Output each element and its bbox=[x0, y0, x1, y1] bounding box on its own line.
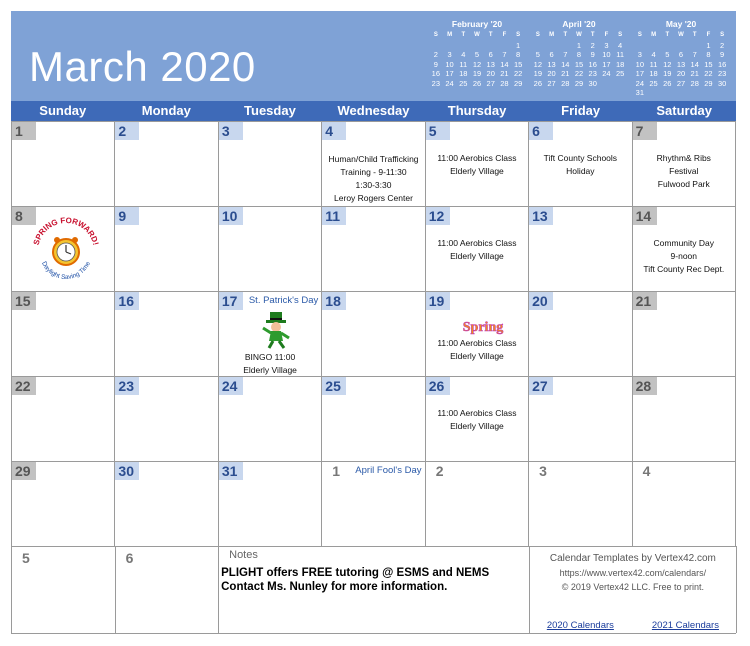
mini-day: 7 bbox=[502, 50, 507, 59]
day-cell bbox=[115, 292, 218, 377]
mini-day: 22 bbox=[574, 69, 584, 78]
credit-copyright: © 2019 Vertex42 LLC. Free to print. bbox=[561, 582, 704, 592]
day-number: 6 bbox=[125, 550, 134, 566]
mini-day: 31 bbox=[635, 88, 645, 97]
spring-forward-clock-icon bbox=[30, 217, 102, 286]
mini-day: 18 bbox=[615, 59, 625, 69]
mini-day: 1 bbox=[576, 40, 582, 50]
mini-day: 19 bbox=[472, 69, 482, 78]
weekday-thursday: Thursday bbox=[447, 103, 507, 118]
mini-day: 25 bbox=[459, 78, 468, 88]
mini-day: 9 bbox=[720, 50, 725, 59]
mini-dow-label: T bbox=[692, 32, 697, 38]
event-line: Elderly Village bbox=[243, 365, 297, 375]
mini-day: 6 bbox=[678, 50, 684, 59]
mini-day: 10 bbox=[635, 59, 645, 69]
mini-day: 28 bbox=[500, 78, 509, 88]
event-line: Tift County Rec Dept. bbox=[643, 264, 725, 274]
mini-day: 11 bbox=[459, 59, 468, 69]
weekday-wednesday: Wednesday bbox=[337, 103, 410, 118]
day-number: 18 bbox=[322, 292, 346, 310]
mini-day: 16 bbox=[588, 59, 597, 69]
credits-section bbox=[530, 546, 737, 633]
day-number: 13 bbox=[529, 207, 553, 225]
day-cell bbox=[529, 292, 632, 377]
leprechaun-icon bbox=[259, 310, 293, 355]
mini-day: 19 bbox=[663, 69, 672, 78]
mini-day: 4 bbox=[618, 40, 623, 50]
event-text bbox=[635, 152, 733, 191]
mini-day: 26 bbox=[533, 78, 543, 88]
day-number: 22 bbox=[12, 377, 36, 395]
mini-day: 30 bbox=[588, 78, 597, 88]
mini-day: 29 bbox=[513, 78, 523, 88]
day-cell bbox=[12, 292, 115, 377]
mini-day: 2 bbox=[433, 50, 438, 59]
mini-day: 27 bbox=[486, 78, 495, 88]
mini-day: 27 bbox=[547, 78, 556, 88]
day-cell bbox=[426, 122, 529, 207]
mini-dow-label: T bbox=[563, 32, 568, 38]
event-line: Fulwood Park bbox=[657, 179, 710, 189]
mini-day: 23 bbox=[588, 69, 597, 78]
mini-day: 8 bbox=[576, 50, 582, 59]
mini-calendar-title: April '20 bbox=[562, 19, 596, 29]
link-2021-calendars[interactable]: 2021 Calendars bbox=[651, 620, 719, 631]
mini-day: 11 bbox=[616, 50, 625, 59]
notes-label: Notes bbox=[229, 549, 258, 561]
day-number: 2 bbox=[115, 122, 139, 140]
day-cell bbox=[219, 122, 322, 207]
day-number: 5 bbox=[426, 122, 450, 140]
day-cell bbox=[12, 377, 115, 462]
mini-day: 18 bbox=[459, 69, 468, 78]
day-cell bbox=[529, 207, 632, 292]
mini-day: 12 bbox=[533, 59, 543, 69]
day-number: 9 bbox=[115, 207, 139, 225]
day-cell bbox=[12, 122, 115, 207]
mini-dow-label: W bbox=[474, 32, 480, 38]
day-cell bbox=[115, 207, 218, 292]
mini-dow-label: W bbox=[576, 32, 582, 38]
day-cell bbox=[322, 207, 425, 292]
event-line: Rhythm& Ribs bbox=[656, 153, 711, 163]
mini-day: 14 bbox=[690, 59, 699, 69]
mini-calendar-may bbox=[633, 19, 729, 98]
bottom-row bbox=[11, 546, 736, 634]
mini-dow-label: M bbox=[651, 32, 657, 38]
day-number: 3 bbox=[539, 463, 547, 479]
mini-day: 20 bbox=[676, 69, 686, 78]
day-number: 5 bbox=[22, 550, 30, 566]
mini-dow-label: W bbox=[678, 32, 684, 38]
mini-day: 10 bbox=[602, 50, 611, 59]
day-number: 4 bbox=[642, 463, 651, 479]
event-line: Community Day bbox=[653, 238, 715, 248]
event-text bbox=[324, 153, 422, 205]
day-cell bbox=[529, 377, 632, 462]
mini-dow-label: S bbox=[720, 32, 725, 38]
weekday-tuesday: Tuesday bbox=[244, 103, 296, 118]
event-line: Elderly Village bbox=[450, 351, 504, 361]
mini-dow-label: T bbox=[665, 32, 670, 38]
day-number: 31 bbox=[219, 462, 243, 480]
day-number: 28 bbox=[633, 377, 657, 395]
weekday-sunday: Sunday bbox=[39, 103, 87, 118]
day-number: 23 bbox=[115, 377, 139, 395]
mini-day: 3 bbox=[604, 40, 609, 50]
day-cell bbox=[116, 546, 220, 633]
spring-word-art-icon bbox=[453, 316, 513, 341]
mini-day: 14 bbox=[500, 59, 509, 69]
holiday-label: April Fool's Day bbox=[355, 465, 422, 476]
day-cell bbox=[426, 207, 529, 292]
mini-day bbox=[688, 41, 702, 51]
event-line: 11:00 Aerobics Class bbox=[437, 153, 517, 163]
mini-dow-label: F bbox=[706, 32, 711, 38]
event-line: 1:30-3:30 bbox=[355, 180, 392, 190]
mini-day: 13 bbox=[676, 59, 686, 69]
month-grid bbox=[11, 121, 736, 547]
mini-dow-label: F bbox=[604, 32, 609, 38]
event-line: Holiday bbox=[566, 166, 595, 176]
mini-dow-label: F bbox=[502, 32, 507, 38]
mini-day: 12 bbox=[663, 59, 672, 69]
day-number: 10 bbox=[219, 207, 243, 225]
mini-dow-label: S bbox=[637, 32, 642, 38]
mini-day: 3 bbox=[637, 50, 642, 59]
notes-section bbox=[219, 546, 530, 633]
mini-calendar-february bbox=[429, 19, 525, 88]
day-cell bbox=[12, 546, 116, 633]
day-cell bbox=[633, 377, 736, 462]
mini-day: 20 bbox=[486, 69, 495, 78]
day-number: 3 bbox=[219, 122, 243, 140]
day-cell bbox=[633, 292, 736, 377]
day-cell bbox=[219, 462, 322, 547]
day-number: 30 bbox=[115, 462, 139, 480]
mini-day: 28 bbox=[690, 78, 699, 88]
mini-day: 24 bbox=[602, 69, 611, 78]
event-line: 11:00 Aerobics Class bbox=[437, 408, 517, 418]
mini-dow-label: S bbox=[433, 32, 438, 38]
mini-day: 6 bbox=[488, 50, 493, 59]
mini-day: 7 bbox=[563, 50, 568, 59]
day-cell bbox=[12, 462, 115, 547]
mini-day: 21 bbox=[561, 69, 570, 78]
mini-day bbox=[558, 41, 572, 51]
mini-dow-label: T bbox=[590, 32, 595, 38]
mini-day bbox=[456, 41, 470, 51]
notes-text bbox=[221, 566, 489, 594]
event-text bbox=[428, 407, 526, 433]
day-cell bbox=[529, 122, 632, 207]
day-cell bbox=[219, 377, 322, 462]
mini-dow-label: S bbox=[516, 32, 521, 38]
mini-day: 6 bbox=[549, 50, 554, 59]
mini-dow-label: M bbox=[549, 32, 555, 38]
day-number: 4 bbox=[322, 122, 346, 140]
mini-day: 3 bbox=[447, 50, 452, 59]
link-2020-calendars[interactable]: 2020 Calendars bbox=[546, 620, 614, 631]
mini-day: 26 bbox=[472, 78, 482, 88]
day-number: 19 bbox=[426, 292, 450, 310]
event-line: Leroy Rogers Center bbox=[334, 193, 413, 203]
mini-day: 20 bbox=[547, 69, 556, 78]
day-cell bbox=[115, 462, 218, 547]
mini-day: 5 bbox=[665, 50, 670, 59]
day-cell bbox=[633, 122, 736, 207]
day-number: 16 bbox=[115, 292, 139, 310]
day-number: 15 bbox=[12, 292, 36, 310]
mini-day: 14 bbox=[561, 59, 570, 69]
mini-day bbox=[674, 41, 688, 51]
day-number: 2 bbox=[435, 463, 444, 479]
day-number: 24 bbox=[219, 377, 243, 395]
day-cell bbox=[322, 292, 425, 377]
calendar-header bbox=[11, 11, 736, 101]
day-cell bbox=[426, 462, 529, 547]
mini-day: 23 bbox=[431, 78, 441, 88]
mini-day: 25 bbox=[615, 69, 625, 78]
day-number: 26 bbox=[426, 377, 450, 395]
credit-title: Calendar Templates by Vertex42.com bbox=[549, 553, 716, 564]
mini-dow-label: T bbox=[461, 32, 466, 38]
mini-calendar-title: May '20 bbox=[665, 19, 697, 29]
event-line: 9-noon bbox=[670, 251, 698, 261]
event-text bbox=[531, 152, 629, 178]
event-line: Elderly Village bbox=[450, 166, 504, 176]
event-text bbox=[635, 237, 733, 276]
page-title: March 2020 bbox=[29, 43, 256, 90]
mini-day: 25 bbox=[649, 78, 658, 88]
weekday-monday: Monday bbox=[141, 103, 191, 118]
mini-day: 24 bbox=[445, 78, 454, 88]
mini-day: 1 bbox=[516, 40, 521, 50]
day-cell bbox=[426, 377, 529, 462]
mini-day bbox=[633, 41, 647, 51]
day-cell bbox=[219, 207, 322, 292]
mini-day: 21 bbox=[690, 69, 699, 78]
mini-day: 10 bbox=[445, 59, 454, 69]
day-number: 20 bbox=[529, 292, 553, 310]
day-number: 17 bbox=[219, 292, 243, 310]
mini-day: 17 bbox=[635, 69, 645, 78]
day-number: 29 bbox=[12, 462, 36, 480]
day-cell bbox=[115, 122, 218, 207]
mini-dow-label: S bbox=[618, 32, 623, 38]
mini-day bbox=[470, 41, 484, 51]
event-line: Human/Child Trafficking bbox=[328, 154, 419, 164]
mini-day: 5 bbox=[474, 50, 480, 59]
event-line: Elderly Village bbox=[450, 421, 504, 431]
mini-day: 28 bbox=[561, 78, 570, 88]
day-number: 8 bbox=[12, 207, 36, 225]
day-cell bbox=[322, 122, 425, 207]
mini-day: 13 bbox=[547, 59, 556, 69]
event-line: 11:00 Aerobics Class bbox=[437, 338, 517, 348]
mini-calendar-april bbox=[531, 19, 627, 88]
mini-day: 29 bbox=[704, 78, 713, 88]
mini-calendar-title: February '20 bbox=[451, 19, 503, 29]
day-number: 6 bbox=[529, 122, 553, 140]
dst-text: Daylight Saving Time bbox=[40, 260, 92, 281]
mini-day: 26 bbox=[663, 78, 672, 88]
spring-text: Spring bbox=[462, 320, 503, 335]
mini-day: 2 bbox=[590, 40, 595, 50]
mini-day: 5 bbox=[535, 50, 540, 59]
mini-day bbox=[660, 41, 674, 51]
weekday-friday: Friday bbox=[561, 103, 601, 118]
day-cell bbox=[633, 207, 736, 292]
event-line: Training - 9-11:30 bbox=[340, 167, 407, 177]
weekday-header-row bbox=[11, 101, 736, 121]
day-cell bbox=[12, 207, 115, 292]
event-line: 11:00 Aerobics Class bbox=[437, 238, 517, 248]
mini-day: 19 bbox=[533, 69, 543, 78]
mini-day: 21 bbox=[500, 69, 509, 78]
mini-day: 4 bbox=[461, 50, 466, 59]
event-line: Elderly Village bbox=[450, 251, 504, 261]
mini-day: 24 bbox=[635, 78, 645, 88]
mini-day: 15 bbox=[574, 59, 584, 69]
event-text bbox=[428, 237, 526, 263]
mini-calendar-grid bbox=[633, 31, 729, 98]
mini-day: 9 bbox=[590, 50, 595, 59]
mini-dow-label: T bbox=[488, 32, 493, 38]
day-number: 27 bbox=[529, 377, 553, 395]
day-cell bbox=[219, 292, 322, 377]
day-number: 25 bbox=[322, 377, 346, 395]
day-number: 11 bbox=[322, 207, 346, 225]
day-cell bbox=[529, 462, 632, 547]
mini-day bbox=[531, 41, 545, 51]
day-cell bbox=[322, 462, 425, 547]
mini-dow-label: M bbox=[447, 32, 453, 38]
mini-day: 23 bbox=[717, 69, 727, 78]
day-cell bbox=[322, 377, 425, 462]
mini-day: 2 bbox=[720, 40, 725, 50]
event-text bbox=[428, 152, 526, 178]
credit-url: https://www.vertex42.com/calendars/ bbox=[559, 568, 707, 578]
notes-line: PLIGHT offers FREE tutoring @ ESMS and NEMS bbox=[221, 567, 490, 579]
spring-forward-text: SPRING FORWARD! bbox=[31, 217, 101, 247]
mini-calendar-grid bbox=[429, 31, 525, 88]
day-cell bbox=[115, 377, 218, 462]
mini-day: 4 bbox=[651, 50, 656, 59]
mini-day: 18 bbox=[649, 69, 658, 78]
mini-day: 7 bbox=[692, 50, 697, 59]
mini-day: 17 bbox=[602, 59, 611, 69]
event-line: Tift County Schools bbox=[543, 153, 618, 163]
mini-day: 8 bbox=[706, 50, 711, 59]
holiday-label: St. Patrick's Day bbox=[248, 295, 319, 306]
mini-day: 11 bbox=[649, 59, 658, 69]
mini-day: 1 bbox=[706, 40, 711, 50]
day-number: 12 bbox=[426, 207, 450, 225]
mini-day: 29 bbox=[574, 78, 584, 88]
mini-day bbox=[484, 41, 498, 51]
mini-day: 15 bbox=[704, 59, 713, 69]
mini-day: 16 bbox=[717, 59, 727, 69]
mini-day: 17 bbox=[445, 69, 454, 78]
mini-day: 27 bbox=[676, 78, 686, 88]
mini-day: 30 bbox=[717, 78, 727, 88]
mini-day: 9 bbox=[433, 59, 438, 69]
weekday-saturday: Saturday bbox=[656, 103, 713, 118]
mini-day: 22 bbox=[513, 69, 523, 78]
day-number: 7 bbox=[633, 122, 657, 140]
mini-day: 22 bbox=[704, 69, 713, 78]
mini-calendar-grid bbox=[531, 31, 627, 88]
mini-day bbox=[443, 41, 457, 51]
mini-day bbox=[647, 41, 661, 51]
mini-dow-label: S bbox=[535, 32, 540, 38]
day-number: 14 bbox=[633, 207, 657, 225]
event-line: BINGO 11:00 bbox=[244, 352, 296, 362]
mini-day bbox=[545, 41, 559, 51]
mini-day bbox=[498, 41, 512, 51]
notes-line: Contact Ms. Nunley for more information. bbox=[221, 581, 448, 593]
mini-day bbox=[429, 41, 443, 51]
day-number: 1 bbox=[12, 122, 36, 140]
event-line: Festival bbox=[669, 166, 699, 176]
day-number: 21 bbox=[633, 292, 657, 310]
day-cell bbox=[426, 292, 529, 377]
day-cell bbox=[633, 462, 736, 547]
mini-day: 13 bbox=[486, 59, 495, 69]
mini-day: 8 bbox=[516, 50, 521, 59]
mini-day: 15 bbox=[513, 59, 523, 69]
day-number: 1 bbox=[332, 463, 341, 479]
mini-day: 12 bbox=[472, 59, 482, 69]
mini-day: 16 bbox=[431, 69, 441, 78]
